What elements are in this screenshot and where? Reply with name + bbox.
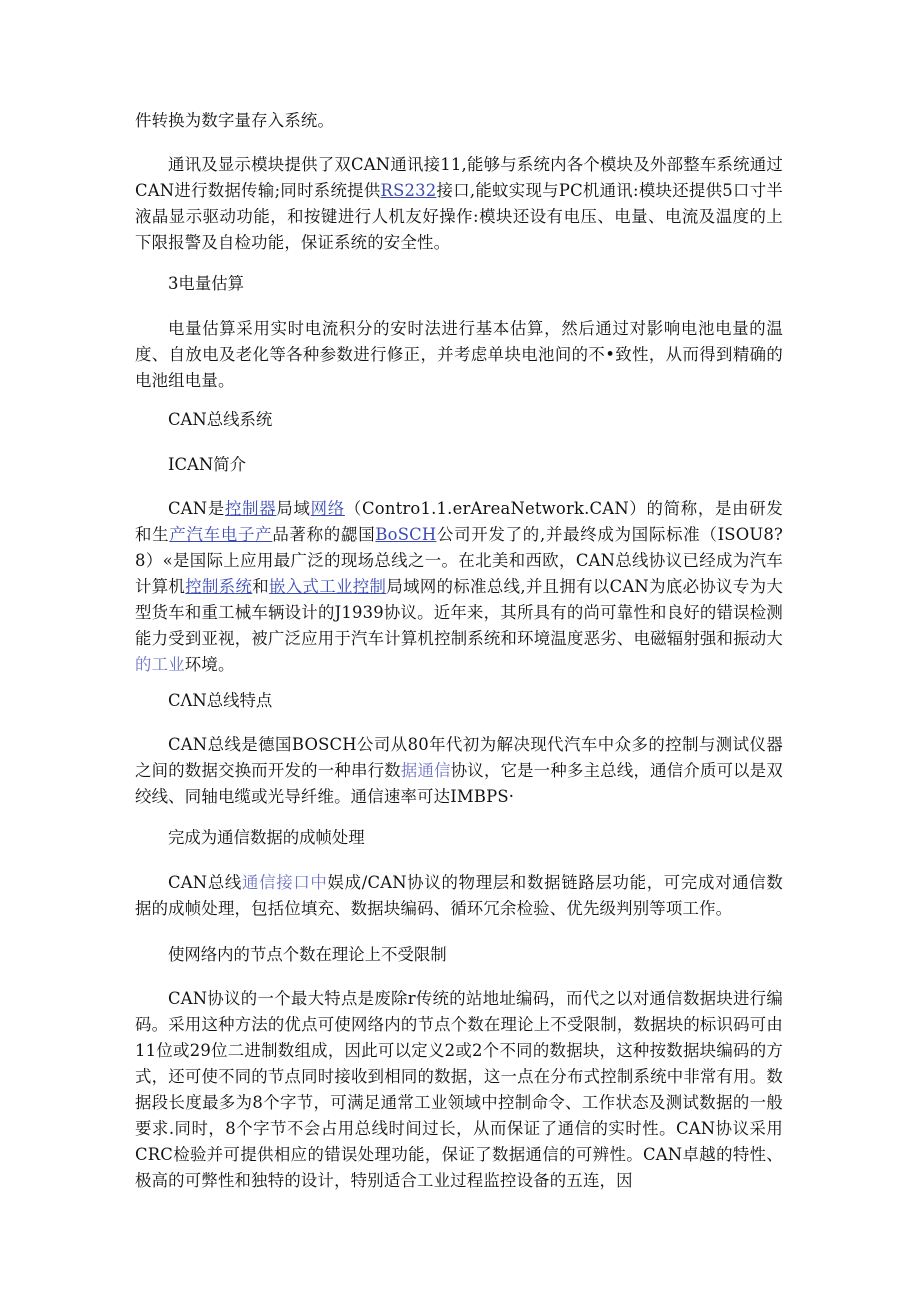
section-heading-node-count: 使网络内的节点个数在理论上不受限制 — [168, 945, 447, 964]
section-heading-can-intro: ICAN简介 — [168, 455, 246, 474]
text-run: 接口,能蚊实现与PC机通讯:模块还提供5口寸半液晶显示驱动功能，和按键进行人机友好操作:模块还设有电压、电量、电流及温度的上下限报警及自检功能，保证系统的安全性。 — [135, 181, 783, 252]
inline-link-text[interactable]: 通信接口中 — [242, 873, 328, 892]
paragraph-text — [135, 870, 783, 922]
text-run: CAN总线是德国BOSCH公司从80年代初为解决现代汽车中众多的控制与测试仪器之间的数据交换而开发的一种串行数 — [135, 735, 783, 780]
text-run: 娱成/CAN协议的物理层和数据链路层功能，可完成对通信数据的成帧处理，包括位填充、数据块编码、循环冗余检验、优先级判别等项工作。 — [135, 873, 783, 918]
text-run: 局域 — [276, 499, 311, 518]
paragraph-text: CAN协议的一个最大特点是废除r传统的站地址编码，而代之以对通信数据块进行编码。采用这种方法的优点可使网络内的节点个数在理论上不受限制，数据块的标识码可由11位或29位二进制数组成，因此可以定义2或2个不同的数据块，这种按数据块编码的方式，还可使不同的节点同时接收到相同的数据，这一点在分布式控制系统中非常有用。数据段长度最多为8个字节，可满足通常工业领域中控制命令、工作状态及测试数据的一般要求.同时，8个字节不会占用总线时间过长，从而保证了通信的实时性。CAN协议采用CRC检验并可提供相应的错误处理功能，保证了数据通信的可辨性。CAN卓越的特性、极高的可弊性和独特的设计，特别适合工业过程监控设备的五连，因 — [135, 989, 783, 1190]
section-heading-can-features: CΛN总线特点 — [168, 691, 273, 710]
paragraph-framing — [135, 870, 783, 922]
inline-link[interactable]: 嵌入式工业控制 — [269, 577, 387, 596]
inline-link[interactable]: 控制系统 — [185, 577, 253, 596]
paragraph-continuation — [135, 108, 783, 134]
paragraph-text — [135, 732, 783, 810]
text-run: 环境。 — [184, 655, 235, 674]
inline-link[interactable]: 产汽车电子产 — [169, 525, 273, 544]
paragraph-text: 电量估算采用实时电流积分的安时法进行基本估算，然后通过对影响电池电量的温度、自放电及老化等各种参数进行修正，并考虑单块电池间的不•致性，从而得到精确的电池组电量。 — [135, 319, 783, 390]
paragraph-communication-module — [135, 152, 783, 256]
paragraph-text — [135, 496, 783, 678]
section-heading-framing: 完成为通信数据的成帧处理 — [168, 828, 365, 847]
text-run: CAN是 — [168, 499, 225, 518]
text-run: 公司开发了的,并最终成为国际标准（ISOU8?8）«是国际上应用最广泛的现场总线之一。在北美和西欧，CAN总线协议已经成为汽车计算机 — [135, 525, 783, 596]
paragraph-node-count — [135, 986, 783, 1194]
inline-link-text[interactable]: 据通信 — [400, 761, 451, 780]
inline-link[interactable]: 控制器 — [224, 499, 277, 518]
paragraph-charge-estimation — [135, 316, 783, 394]
text-run: 通讯及显示模块提供了双CAN通讯接11,能够与系统内各个模块及外部整车系统通过CAN进行数据传输;同时系统提供 — [135, 155, 783, 200]
inline-link[interactable]: RS232 — [380, 181, 437, 200]
text-run: 局域网的标准总线,并且拥有以CAN为底必协议专为大型货车和重工械车辆设计的J1939协议。近年来，其所具有的尚可靠性和良好的错误检测能力受到亚视，被广泛应用于汽车计算机控制系统和环境温度恶劣、电磁辐射强和振动大 — [135, 577, 783, 648]
inline-link-text[interactable]: 的工业 — [135, 655, 185, 674]
section-heading-charge-estimation: 3电量估算 — [168, 274, 244, 293]
section-heading-can-bus-system: CAN总线系统 — [168, 410, 273, 429]
paragraph-can-intro — [135, 496, 783, 678]
text-run: 协议，它是一种多主总线，通信介质可以是双绞线、同轴电缆或光导纤维。通信速率可达IMBPS· — [135, 761, 784, 806]
inline-link[interactable]: 网络 — [310, 499, 345, 518]
text-run: （Contro1.1.erAreaNetwork.CAN）的简称，是由研发和生 — [135, 499, 783, 544]
text-run: 品著称的勰国 — [272, 525, 376, 544]
text-run: CAN总线 — [168, 873, 243, 892]
paragraph-text — [135, 152, 783, 256]
paragraph-can-features — [135, 732, 783, 810]
text-run: 和 — [252, 577, 270, 596]
paragraph-text: 件转换为数字量存入系统。 — [135, 111, 335, 130]
inline-link[interactable]: BoSCH — [375, 525, 437, 544]
